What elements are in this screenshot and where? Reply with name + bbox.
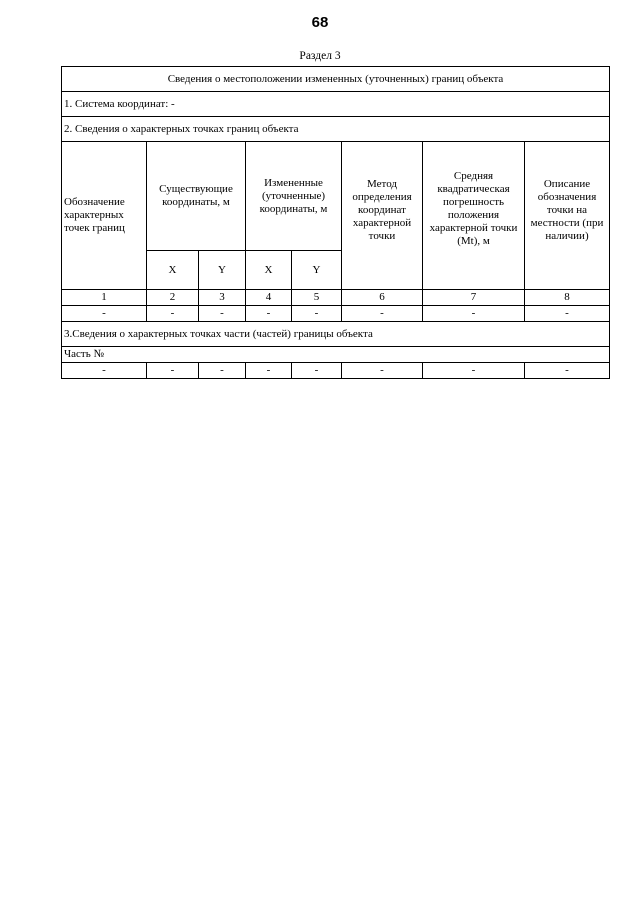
column-number: 1 [62,290,147,306]
table-cell: - [147,363,199,379]
header-mean-error: Средняя квадратическая погрешность положения характерной точки (Mt), м [423,142,525,290]
column-number: 7 [423,290,525,306]
table-cell: - [147,306,199,322]
boundary-points-table [61,66,610,379]
column-number: 8 [525,290,610,306]
page-number: 68 [311,14,329,31]
table-cell: - [525,363,610,379]
header-changed-x: X [246,251,292,290]
table-row [62,306,610,322]
table-cell: - [292,363,342,379]
table-cell: - [246,306,292,322]
column-number: 3 [199,290,246,306]
header-existing-x: X [147,251,199,290]
table-cell: - [62,306,147,322]
column-numbers-row [62,290,610,306]
header-changed-y: Y [292,251,342,290]
table-cell: - [342,363,423,379]
column-number: 2 [147,290,199,306]
column-number: 5 [292,290,342,306]
table-cell: - [342,306,423,322]
table-cell: - [199,306,246,322]
table-title: Сведения о местоположении измененных (уточненных) границ объекта [62,67,610,92]
table-cell: - [423,306,525,322]
header-existing-y: Y [199,251,246,290]
section-title: Раздел 3 [299,50,341,62]
table-cell: - [199,363,246,379]
table-cell: - [423,363,525,379]
table-cell: - [246,363,292,379]
column-number: 6 [342,290,423,306]
header-method: Метод определения координат характерной точки [342,142,423,290]
points-section-row: 2. Сведения о характерных точках границ объекта [62,117,610,142]
table-cell: - [62,363,147,379]
header-designation: Обозначение характерных точек границ [62,142,147,290]
column-number: 4 [246,290,292,306]
table-cell: - [292,306,342,322]
parts-section-row: 3.Сведения о характерных точках части (частей) границы объекта [62,322,610,347]
header-existing-coordinates: Существующие координаты, м [147,142,246,251]
part-number-row: Часть № [62,347,610,363]
table-row [62,363,610,379]
header-changed-coordinates: Измененные (уточненные) координаты, м [246,142,342,251]
table-cell: - [525,306,610,322]
coordinate-system-row: 1. Система координат: - [62,92,610,117]
header-description: Описание обозначения точки на местности (при наличии) [525,142,610,290]
